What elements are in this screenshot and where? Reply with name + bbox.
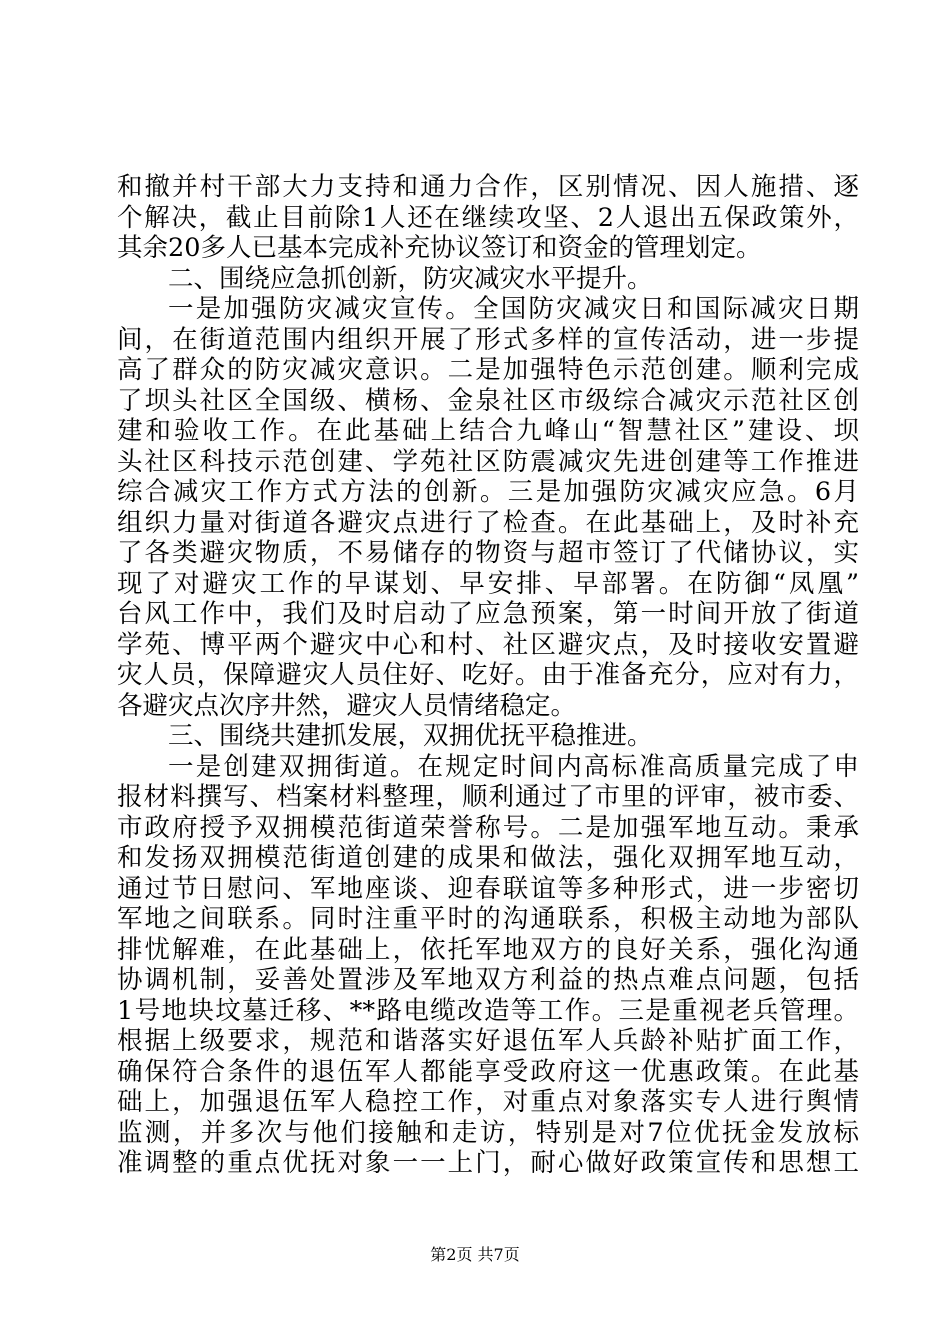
body-line: 军地之间联系。同时注重平时的沟通联系，积极主动地为部队 — [117, 904, 859, 934]
body-line: 灾人员，保障避灾人员住好、吃好。由于准备充分，应对有力， — [117, 660, 859, 690]
body-line: 报材料撰写、档案材料整理，顺利通过了市里的评审，被市委、 — [117, 782, 859, 812]
body-line: 通过节日慰问、军地座谈、迎春联谊等多种形式，进一步密切 — [117, 873, 859, 904]
body-line: 现了对避灾工作的早谋划、早安排、早部署。在防御“凤凰” — [117, 568, 859, 599]
body-line: 各避灾点次序井然，避灾人员情绪稳定。 — [117, 690, 577, 721]
body-line: 确保符合条件的退伍军人都能享受政府这一优惠政策。在此基 — [117, 1056, 859, 1087]
body-line: 台风工作中，我们及时启动了应急预案，第一时间开放了街道 — [117, 599, 859, 629]
body-line: 了各类避灾物质，不易储存的物资与超市签订了代储协议，实 — [117, 538, 859, 568]
body-line: 一是创建双拥街道。在规定时间内高标准高质量完成了申 — [168, 751, 859, 782]
body-line: 学苑、博平两个避灾中心和村、社区避灾点，及时接收安置避 — [117, 629, 859, 660]
body-line: 排忧解难，在此基础上，依托军地双方的良好关系，强化沟通 — [117, 934, 859, 965]
body-line: 综合减灾工作方式方法的创新。三是加强防灾减灾应急。6月 — [117, 477, 859, 507]
body-line: 础上，加强退伍军人稳控工作，对重点对象落实专人进行舆情 — [117, 1087, 859, 1117]
page-footer: 第2页 共7页 — [430, 1245, 520, 1264]
body-line: 根据上级要求，规范和谐落实好退伍军人兵龄补贴扩面工作， — [117, 1026, 859, 1056]
document-body — [117, 172, 859, 1179]
body-line: 建和验收工作。在此基础上结合九峰山“智慧社区”建设、坝 — [117, 416, 859, 446]
body-line: 组织力量对街道各避灾点进行了检查。在此基础上，及时补充 — [117, 507, 859, 538]
body-line: 准调整的重点优抚对象一一上门，耐心做好政策宣传和思想工 — [117, 1148, 859, 1178]
body-line: 协调机制，妥善处置涉及军地双方利益的热点难点问题，包括 — [117, 965, 859, 995]
body-line: 一是加强防灾减灾宣传。全国防灾减灾日和国际减灾日期 — [168, 294, 859, 324]
body-line: 和发扬双拥模范街道创建的成果和做法，强化双拥军地互动， — [117, 843, 859, 873]
body-line: 间，在街道范围内组织开展了形式多样的宣传活动，进一步提 — [117, 324, 859, 355]
body-line: 高了群众的防灾减灾意识。二是加强特色示范创建。顺利完成 — [117, 355, 859, 385]
body-line: 监测，并多次与他们接触和走访，特别是对7位优抚金发放标 — [117, 1117, 859, 1148]
section-heading: 二、围绕应急抓创新，防灾减灾水平提升。 — [168, 263, 653, 294]
body-line: 其余20多人已基本完成补充协议签订和资金的管理划定。 — [117, 233, 762, 263]
body-line: 市政府授予双拥模范街道荣誉称号。二是加强军地互动。秉承 — [117, 812, 859, 843]
body-line: 和撤并村干部大力支持和通力合作，区别情况、因人施措、逐 — [117, 172, 859, 202]
body-line: 了坝头社区全国级、横杨、金泉社区市级综合减灾示范社区创 — [117, 385, 859, 416]
body-line: 个解决，截止目前除1人还在继续攻坚、2人退出五保政策外， — [117, 202, 859, 233]
body-line: 头社区科技示范创建、学苑社区防震减灾先进创建等工作推进 — [117, 446, 859, 477]
section-heading: 三、围绕共建抓发展，双拥优抚平稳推进。 — [168, 721, 653, 751]
body-line: 1号地块坟墓迁移、**路电缆改造等工作。三是重视老兵管理。 — [117, 995, 859, 1026]
